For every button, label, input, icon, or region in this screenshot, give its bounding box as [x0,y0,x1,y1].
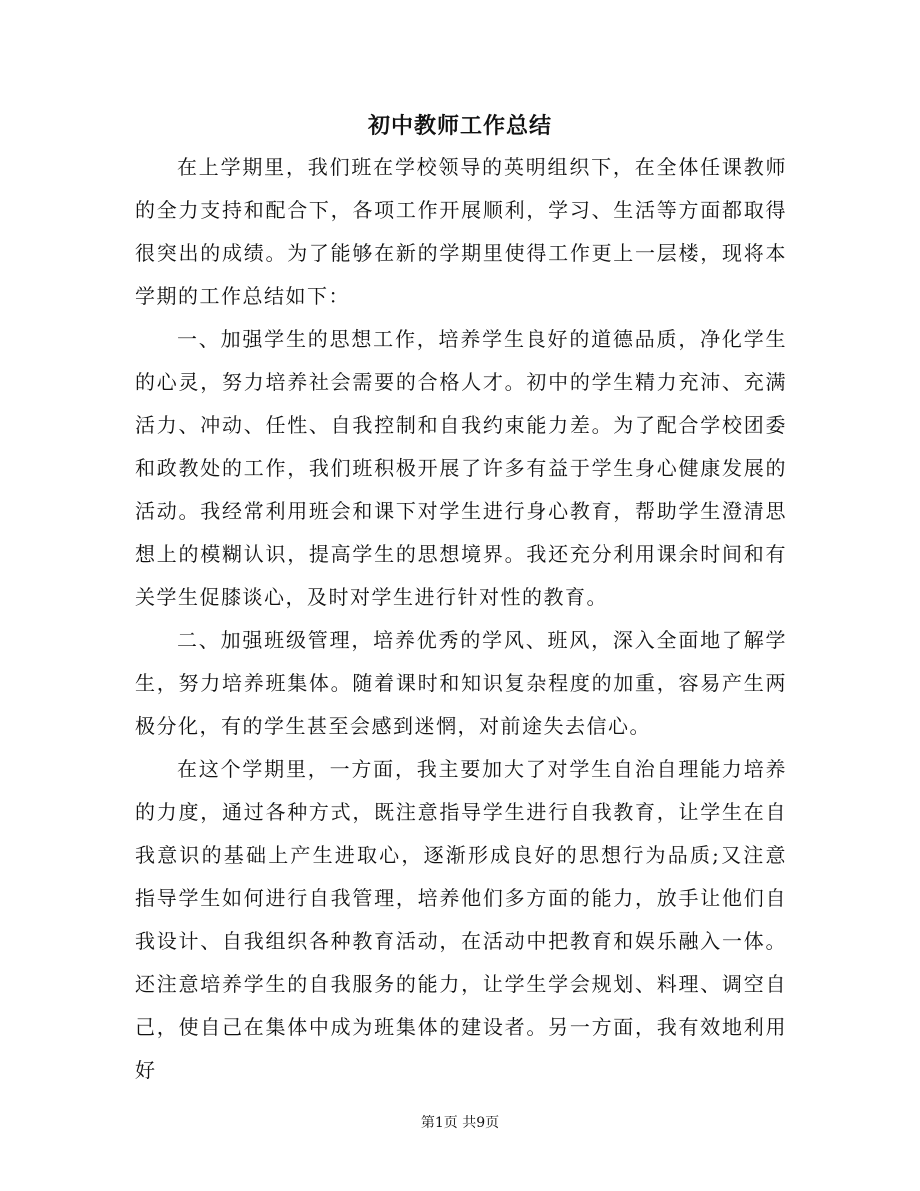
paragraph-section-two: 二、加强班级管理，培养优秀的学风、班风，深入全面地了解学生，努力培养班集体。随着课时和知识复杂程度的加重，容易产生两极分化，有的学生甚至会感到迷惘，对前途失去信心。 [135,628,787,738]
paragraph-this-term: 在这个学期里，一方面，我主要加大了对学生自治自理能力培养的力度，通过各种方式，既注意指导学生进行自我教育，让学生在自我意识的基础上产生进取心，逐渐形成良好的思想行为品质;又注意指导学生如何进行自我管理，培养他们多方面的能力，放手让他们自我设计、自我组织各种教育活动，在活动中把教育和娱乐融入一体。还注意培养学生的自我服务的能力，让学生学会规划、料理、调空自己，使自己在集体中成为班集体的建设者。另一方面，我有效地利用好 [135,757,787,1082]
document-body [135,146,787,1092]
paragraph-section-one: 一、加强学生的思想工作，培养学生良好的道德品质，净化学生的心灵，努力培养社会需要的合格人才。初中的学生精力充沛、充满活力、冲动、任性、自我控制和自我约束能力差。为了配合学校团委和政教处的工作，我们班积极开展了许多有益于学生身心健康发展的活动。我经常利用班会和课下对学生进行身心教育，帮助学生澄清思想上的模糊认识，提高学生的思想境界。我还充分利用课余时间和有关学生促膝谈心，及时对学生进行针对性的教育。 [135,327,787,609]
page-number-footer: 第1页 共9页 [420,1115,500,1131]
document-title: 初中教师工作总结 [367,113,552,139]
paragraph-intro: 在上学期里，我们班在学校领导的英明组织下，在全体任课教师的全力支持和配合下，各项工作开展顺利，学习、生活等方面都取得很突出的成绩。为了能够在新的学期里使得工作更上一层楼，现将本学期的工作总结如下： [135,155,787,308]
